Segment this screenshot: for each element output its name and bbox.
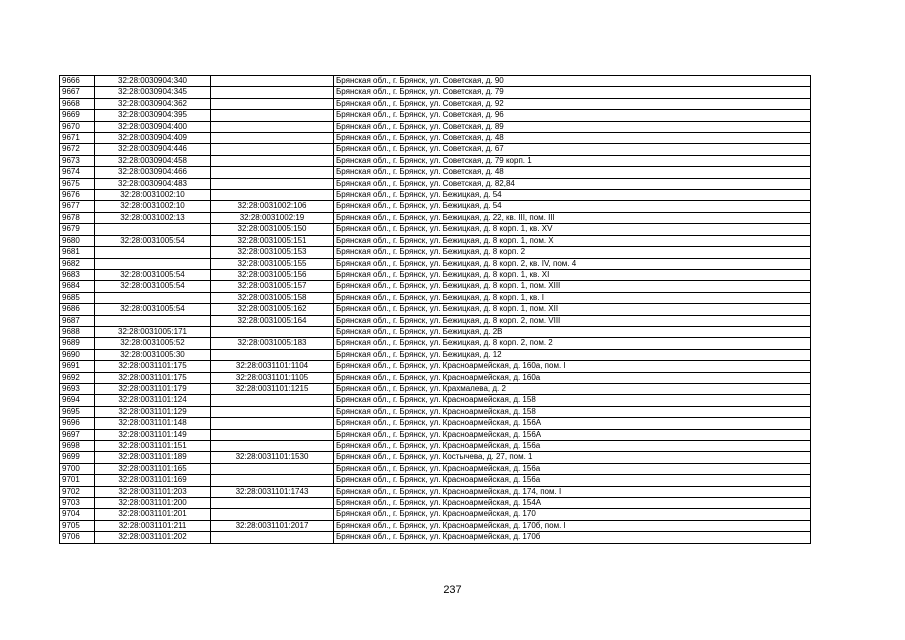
row-number-cell: 9666	[60, 76, 95, 87]
table-row	[60, 498, 811, 509]
parcel-cadastral-number-cell: 32:28:0031002:10	[95, 190, 211, 201]
table-row	[60, 292, 811, 303]
parcel-cadastral-number-cell: 32:28:0031101:169	[95, 475, 211, 486]
parcel-cadastral-number-cell: 32:28:0031101:148	[95, 418, 211, 429]
address-cell: Брянская обл., г. Брянск, ул. Бежицкая, д. 8 корп. 1, пом. X	[334, 235, 811, 246]
parcel-cadastral-number-cell: 32:28:0030904:400	[95, 121, 211, 132]
parcel-cadastral-number-cell: 32:28:0031101:179	[95, 383, 211, 394]
address-cell: Брянская обл., г. Брянск, ул. Советская, д. 48	[334, 133, 811, 144]
object-cadastral-number-cell	[211, 121, 334, 132]
row-number-cell: 9706	[60, 532, 95, 543]
address-cell: Брянская обл., г. Брянск, ул. Бежицкая, д. 54	[334, 190, 811, 201]
object-cadastral-number-cell	[211, 406, 334, 417]
object-cadastral-number-cell	[211, 509, 334, 520]
row-number-cell: 9702	[60, 486, 95, 497]
parcel-cadastral-number-cell: 32:28:0031005:52	[95, 338, 211, 349]
row-number-cell: 9703	[60, 498, 95, 509]
object-cadastral-number-cell: 32:28:0031002:106	[211, 201, 334, 212]
registry-table-body	[60, 76, 811, 544]
row-number-cell: 9682	[60, 258, 95, 269]
address-cell: Брянская обл., г. Брянск, ул. Советская, д. 82,84	[334, 178, 811, 189]
object-cadastral-number-cell: 32:28:0031101:1215	[211, 383, 334, 394]
object-cadastral-number-cell: 32:28:0031101:1105	[211, 372, 334, 383]
object-cadastral-number-cell: 32:28:0031101:1104	[211, 361, 334, 372]
row-number-cell: 9699	[60, 452, 95, 463]
row-number-cell: 9672	[60, 144, 95, 155]
address-cell: Брянская обл., г. Брянск, ул. Красноармейская, д. 170б	[334, 532, 811, 543]
address-cell: Брянская обл., г. Брянск, ул. Красноармейская, д. 156А	[334, 418, 811, 429]
row-number-cell: 9691	[60, 361, 95, 372]
object-cadastral-number-cell	[211, 76, 334, 87]
table-row	[60, 155, 811, 166]
parcel-cadastral-number-cell: 32:28:0031005:54	[95, 235, 211, 246]
object-cadastral-number-cell: 32:28:0031002:19	[211, 212, 334, 223]
object-cadastral-number-cell	[211, 463, 334, 474]
table-row	[60, 520, 811, 531]
row-number-cell: 9700	[60, 463, 95, 474]
parcel-cadastral-number-cell	[95, 292, 211, 303]
row-number-cell: 9687	[60, 315, 95, 326]
parcel-cadastral-number-cell	[95, 258, 211, 269]
row-number-cell: 9671	[60, 133, 95, 144]
address-cell: Брянская обл., г. Брянск, ул. Красноармейская, д. 156а	[334, 441, 811, 452]
object-cadastral-number-cell: 32:28:0031101:1530	[211, 452, 334, 463]
address-cell: Брянская обл., г. Брянск, ул. Советская, д. 92	[334, 98, 811, 109]
table-row	[60, 235, 811, 246]
table-row	[60, 269, 811, 280]
parcel-cadastral-number-cell: 32:28:0031101:129	[95, 406, 211, 417]
table-row	[60, 167, 811, 178]
parcel-cadastral-number-cell: 32:28:0030904:395	[95, 110, 211, 121]
parcel-cadastral-number-cell: 32:28:0031005:54	[95, 269, 211, 280]
table-row	[60, 133, 811, 144]
parcel-cadastral-number-cell: 32:28:0030904:446	[95, 144, 211, 155]
address-cell: Брянская обл., г. Брянск, ул. Бежицкая, д. 8 корп. 1, кв. XV	[334, 224, 811, 235]
object-cadastral-number-cell: 32:28:0031005:150	[211, 224, 334, 235]
row-number-cell: 9688	[60, 326, 95, 337]
address-cell: Брянская обл., г. Брянск, ул. Бежицкая, д. 8 корп. 2, пом. VIII	[334, 315, 811, 326]
row-number-cell: 9683	[60, 269, 95, 280]
table-row	[60, 486, 811, 497]
registry-table	[59, 75, 811, 544]
row-number-cell: 9679	[60, 224, 95, 235]
row-number-cell: 9698	[60, 441, 95, 452]
object-cadastral-number-cell	[211, 498, 334, 509]
object-cadastral-number-cell: 32:28:0031005:164	[211, 315, 334, 326]
address-cell: Брянская обл., г. Брянск, ул. Бежицкая, д. 8 корп. 2, кв. IV, пом. 4	[334, 258, 811, 269]
parcel-cadastral-number-cell: 32:28:0031101:211	[95, 520, 211, 531]
address-cell: Брянская обл., г. Брянск, ул. Красноармейская, д. 156а	[334, 463, 811, 474]
row-number-cell: 9676	[60, 190, 95, 201]
row-number-cell: 9694	[60, 395, 95, 406]
address-cell: Брянская обл., г. Брянск, ул. Бежицкая, д. 12	[334, 349, 811, 360]
address-cell: Брянская обл., г. Брянск, ул. Красноармейская, д. 160а	[334, 372, 811, 383]
object-cadastral-number-cell: 32:28:0031005:157	[211, 281, 334, 292]
row-number-cell: 9693	[60, 383, 95, 394]
parcel-cadastral-number-cell: 32:28:0030904:340	[95, 76, 211, 87]
table-row	[60, 418, 811, 429]
row-number-cell: 9675	[60, 178, 95, 189]
parcel-cadastral-number-cell: 32:28:0031101:189	[95, 452, 211, 463]
row-number-cell: 9696	[60, 418, 95, 429]
parcel-cadastral-number-cell: 32:28:0031101:124	[95, 395, 211, 406]
address-cell: Брянская обл., г. Брянск, ул. Красноармейская, д. 170б, пом. I	[334, 520, 811, 531]
object-cadastral-number-cell: 32:28:0031005:162	[211, 304, 334, 315]
table-row	[60, 144, 811, 155]
row-number-cell: 9704	[60, 509, 95, 520]
table-row	[60, 98, 811, 109]
address-cell: Брянская обл., г. Брянск, ул. Красноармейская, д. 170	[334, 509, 811, 520]
row-number-cell: 9701	[60, 475, 95, 486]
table-row	[60, 315, 811, 326]
table-row	[60, 361, 811, 372]
parcel-cadastral-number-cell: 32:28:0031005:54	[95, 304, 211, 315]
address-cell: Брянская обл., г. Брянск, ул. Бежицкая, д. 8 корп. 2, пом. 2	[334, 338, 811, 349]
row-number-cell: 9668	[60, 98, 95, 109]
address-cell: Брянская обл., г. Брянск, ул. Бежицкая, д. 8 корп. 1, пом. XII	[334, 304, 811, 315]
parcel-cadastral-number-cell: 32:28:0030904:409	[95, 133, 211, 144]
object-cadastral-number-cell	[211, 190, 334, 201]
object-cadastral-number-cell	[211, 155, 334, 166]
parcel-cadastral-number-cell: 32:28:0031101:200	[95, 498, 211, 509]
table-row	[60, 349, 811, 360]
table-row	[60, 76, 811, 87]
address-cell: Брянская обл., г. Брянск, ул. Красноармейская, д. 156А	[334, 429, 811, 440]
page-number: 237	[443, 584, 462, 596]
parcel-cadastral-number-cell: 32:28:0031101:202	[95, 532, 211, 543]
address-cell: Брянская обл., г. Брянск, ул. Красноармейская, д. 174, пом. I	[334, 486, 811, 497]
address-cell: Брянская обл., г. Брянск, ул. Советская, д. 90	[334, 76, 811, 87]
address-cell: Брянская обл., г. Брянск, ул. Советская, д. 79 корп. 1	[334, 155, 811, 166]
object-cadastral-number-cell	[211, 441, 334, 452]
object-cadastral-number-cell: 32:28:0031005:158	[211, 292, 334, 303]
table-row	[60, 441, 811, 452]
parcel-cadastral-number-cell: 32:28:0031101:151	[95, 441, 211, 452]
object-cadastral-number-cell: 32:28:0031101:1743	[211, 486, 334, 497]
table-row	[60, 338, 811, 349]
parcel-cadastral-number-cell: 32:28:0031005:171	[95, 326, 211, 337]
row-number-cell: 9690	[60, 349, 95, 360]
address-cell: Брянская обл., г. Брянск, ул. Советская, д. 67	[334, 144, 811, 155]
object-cadastral-number-cell	[211, 395, 334, 406]
table-row	[60, 281, 811, 292]
object-cadastral-number-cell	[211, 349, 334, 360]
table-row	[60, 190, 811, 201]
row-number-cell: 9674	[60, 167, 95, 178]
address-cell: Брянская обл., г. Брянск, ул. Костычева, д. 27, пом. 1	[334, 452, 811, 463]
table-row	[60, 121, 811, 132]
object-cadastral-number-cell	[211, 178, 334, 189]
parcel-cadastral-number-cell	[95, 224, 211, 235]
table-row	[60, 452, 811, 463]
address-cell: Брянская обл., г. Брянск, ул. Красноармейская, д. 154А	[334, 498, 811, 509]
parcel-cadastral-number-cell: 32:28:0031005:54	[95, 281, 211, 292]
object-cadastral-number-cell	[211, 418, 334, 429]
address-cell: Брянская обл., г. Брянск, ул. Советская, д. 96	[334, 110, 811, 121]
parcel-cadastral-number-cell: 32:28:0030904:458	[95, 155, 211, 166]
parcel-cadastral-number-cell: 32:28:0031101:175	[95, 372, 211, 383]
object-cadastral-number-cell	[211, 429, 334, 440]
row-number-cell: 9685	[60, 292, 95, 303]
parcel-cadastral-number-cell: 32:28:0031101:149	[95, 429, 211, 440]
object-cadastral-number-cell	[211, 475, 334, 486]
table-row	[60, 326, 811, 337]
parcel-cadastral-number-cell: 32:28:0031002:10	[95, 201, 211, 212]
object-cadastral-number-cell: 32:28:0031005:156	[211, 269, 334, 280]
table-row	[60, 383, 811, 394]
address-cell: Брянская обл., г. Брянск, ул. Советская, д. 48	[334, 167, 811, 178]
table-row	[60, 475, 811, 486]
parcel-cadastral-number-cell: 32:28:0030904:483	[95, 178, 211, 189]
object-cadastral-number-cell: 32:28:0031005:155	[211, 258, 334, 269]
object-cadastral-number-cell: 32:28:0031101:2017	[211, 520, 334, 531]
row-number-cell: 9697	[60, 429, 95, 440]
row-number-cell: 9677	[60, 201, 95, 212]
parcel-cadastral-number-cell: 32:28:0031101:201	[95, 509, 211, 520]
row-number-cell: 9670	[60, 121, 95, 132]
address-cell: Брянская обл., г. Брянск, ул. Бежицкая, д. 2В	[334, 326, 811, 337]
address-cell: Брянская обл., г. Брянск, ул. Красноармейская, д. 158	[334, 406, 811, 417]
row-number-cell: 9673	[60, 155, 95, 166]
table-row	[60, 201, 811, 212]
table-row	[60, 509, 811, 520]
parcel-cadastral-number-cell: 32:28:0031101:175	[95, 361, 211, 372]
table-row	[60, 247, 811, 258]
address-cell: Брянская обл., г. Брянск, ул. Бежицкая, д. 54	[334, 201, 811, 212]
parcel-cadastral-number-cell	[95, 247, 211, 258]
row-number-cell: 9689	[60, 338, 95, 349]
object-cadastral-number-cell: 32:28:0031005:183	[211, 338, 334, 349]
address-cell: Брянская обл., г. Брянск, ул. Бежицкая, д. 8 корп. 2	[334, 247, 811, 258]
address-cell: Брянская обл., г. Брянск, ул. Советская, д. 89	[334, 121, 811, 132]
address-cell: Брянская обл., г. Брянск, ул. Бежицкая, д. 8 корп. 1, пом. XIII	[334, 281, 811, 292]
address-cell: Брянская обл., г. Брянск, ул. Бежицкая, д. 8 корп. 1, кв. I	[334, 292, 811, 303]
address-cell: Брянская обл., г. Брянск, ул. Советская, д. 79	[334, 87, 811, 98]
address-cell: Брянская обл., г. Брянск, ул. Красноармейская, д. 156а	[334, 475, 811, 486]
table-row	[60, 110, 811, 121]
parcel-cadastral-number-cell	[95, 315, 211, 326]
table-row	[60, 258, 811, 269]
row-number-cell: 9692	[60, 372, 95, 383]
table-row	[60, 178, 811, 189]
table-row	[60, 429, 811, 440]
table-row	[60, 304, 811, 315]
parcel-cadastral-number-cell: 32:28:0031101:165	[95, 463, 211, 474]
parcel-cadastral-number-cell: 32:28:0030904:466	[95, 167, 211, 178]
table-row	[60, 395, 811, 406]
row-number-cell: 9684	[60, 281, 95, 292]
object-cadastral-number-cell	[211, 326, 334, 337]
row-number-cell: 9686	[60, 304, 95, 315]
row-number-cell: 9705	[60, 520, 95, 531]
object-cadastral-number-cell	[211, 144, 334, 155]
row-number-cell: 9695	[60, 406, 95, 417]
parcel-cadastral-number-cell: 32:28:0030904:362	[95, 98, 211, 109]
parcel-cadastral-number-cell: 32:28:0030904:345	[95, 87, 211, 98]
row-number-cell: 9681	[60, 247, 95, 258]
table-row	[60, 87, 811, 98]
address-cell: Брянская обл., г. Брянск, ул. Бежицкая, д. 8 корп. 1, кв. XI	[334, 269, 811, 280]
object-cadastral-number-cell	[211, 110, 334, 121]
object-cadastral-number-cell: 32:28:0031005:151	[211, 235, 334, 246]
address-cell: Брянская обл., г. Брянск, ул. Бежицкая, д. 22, кв. III, пом. III	[334, 212, 811, 223]
object-cadastral-number-cell	[211, 98, 334, 109]
table-row	[60, 406, 811, 417]
object-cadastral-number-cell	[211, 167, 334, 178]
row-number-cell: 9678	[60, 212, 95, 223]
table-row	[60, 372, 811, 383]
object-cadastral-number-cell	[211, 532, 334, 543]
table-row	[60, 532, 811, 543]
parcel-cadastral-number-cell: 32:28:0031005:30	[95, 349, 211, 360]
parcel-cadastral-number-cell: 32:28:0031101:203	[95, 486, 211, 497]
table-row	[60, 463, 811, 474]
address-cell: Брянская обл., г. Брянск, ул. Красноармейская, д. 158	[334, 395, 811, 406]
table-row	[60, 212, 811, 223]
table-row	[60, 224, 811, 235]
address-cell: Брянская обл., г. Брянск, ул. Крахмалева, д. 2	[334, 383, 811, 394]
row-number-cell: 9680	[60, 235, 95, 246]
object-cadastral-number-cell	[211, 87, 334, 98]
parcel-cadastral-number-cell: 32:28:0031002:13	[95, 212, 211, 223]
row-number-cell: 9667	[60, 87, 95, 98]
object-cadastral-number-cell	[211, 133, 334, 144]
row-number-cell: 9669	[60, 110, 95, 121]
object-cadastral-number-cell: 32:28:0031005:153	[211, 247, 334, 258]
address-cell: Брянская обл., г. Брянск, ул. Красноармейская, д. 160а, пом. I	[334, 361, 811, 372]
